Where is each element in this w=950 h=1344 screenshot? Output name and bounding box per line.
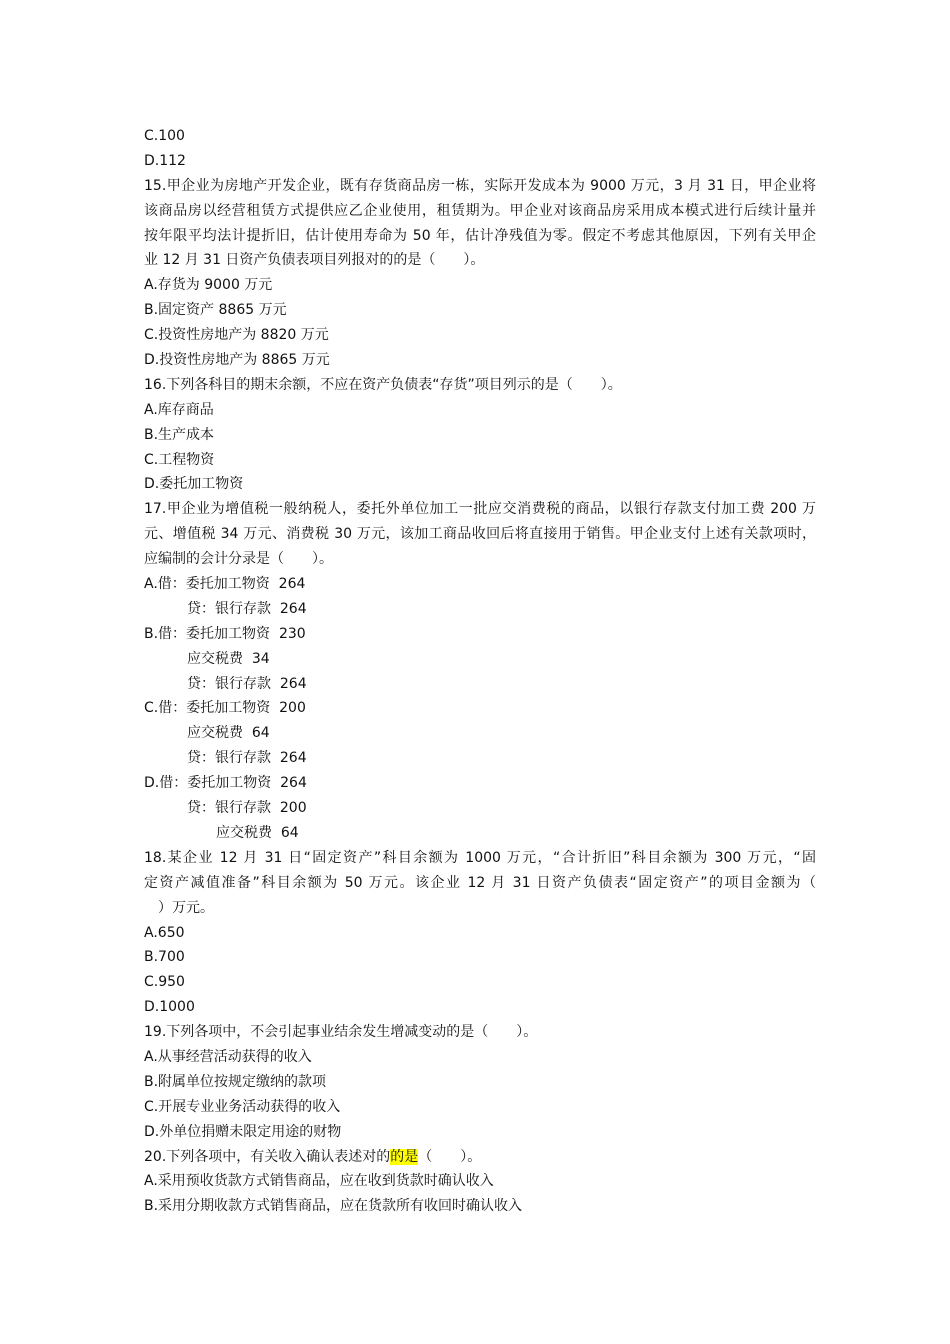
document-page — [144, 124, 816, 1219]
q17-option-c-credit: 贷：银行存款 264 — [187, 750, 307, 767]
q19-stem: 19.下列各项中，不会引起事业结余发生增减变动的是（ ）。 — [144, 1024, 538, 1041]
q20-stem-highlight: 的是 — [390, 1148, 419, 1165]
q15-option-d: D.投资性房地产为 8865 万元 — [144, 352, 330, 369]
q17-option-c-debit-2: 应交税费 64 — [187, 725, 270, 742]
q17-option-a-debit: A.借：委托加工物资 264 — [144, 576, 306, 593]
q19-option-b: B.附属单位按规定缴纳的款项 — [144, 1073, 327, 1090]
q17-option-d-credit-2: 应交税费 64 — [216, 824, 299, 841]
q17-option-d-credit: 贷：银行存款 200 — [187, 800, 307, 817]
q20-stem — [144, 1145, 816, 1170]
q15-option-a: A.存货为 9000 万元 — [144, 277, 273, 294]
q19-option-c: C.开展专业业务活动获得的收入 — [144, 1098, 341, 1115]
q18-stem-line-3: ）万元。 — [144, 899, 214, 916]
q14-option-c: C.100 — [144, 128, 185, 144]
q17-option-a-credit: 贷：银行存款 264 — [187, 600, 307, 617]
q16-option-b: B.生产成本 — [144, 426, 215, 443]
q17-option-d-debit: D.借：委托加工物资 264 — [144, 775, 307, 792]
q17-option-c-debit: C.借：委托加工物资 200 — [144, 700, 306, 717]
q18-option-d: D.1000 — [144, 999, 195, 1016]
q15-option-c: C.投资性房地产为 8820 万元 — [144, 327, 329, 344]
q18-option-c: C.950 — [144, 974, 185, 991]
q17-stem-line-3: 应编制的会计分录是（ ）。 — [144, 551, 333, 568]
q16-option-d: D.委托加工物资 — [144, 476, 244, 493]
q15-stem-line-2: 该商品房以经营租赁方式提供应乙企业使用，租赁期为。甲企业对该商品房采用成本模式进行后续计量并 — [144, 202, 816, 219]
q16-option-a: A.库存商品 — [144, 401, 214, 418]
q19-option-d: D.外单位捐赠未限定用途的财物 — [144, 1123, 342, 1140]
q17-option-b-debit-2: 应交税费 34 — [187, 650, 270, 667]
q17-stem-line-2: 元、增值税 34 万元、消费税 30 万元，该加工商品收回后将直接用于销售。甲企业支付上述有关款项时， — [144, 526, 816, 543]
q15-stem-line-4: 业 12 月 31 日资产负债表项目列报对的的是（ ）。 — [144, 252, 485, 269]
q20-stem-after: （ ）。 — [418, 1148, 482, 1165]
q20-stem-before: 20.下列各项中，有关收入确认表述对的 — [144, 1148, 391, 1165]
q18-stem-line-2: 定资产减值准备”科目余额为 50 万元。该企业 12 月 31 日资产负债表“固定资产”的项目金额为（ — [144, 874, 816, 891]
q18-option-b: B.700 — [144, 949, 185, 966]
q17-stem-line-1: 17.甲企业为增值税一般纳税人，委托外单位加工一批应交消费税的商品，以银行存款支付加工费 200 万 — [144, 501, 816, 518]
q14-option-d: D.112 — [144, 152, 186, 169]
q15-stem-line-3: 按年限平均法计提折旧，估计使用寿命为 50 年，估计净残值为零。假定不考虑其他原因，下列有关甲企 — [144, 227, 816, 244]
q19-option-a: A.从事经营活动获得的收入 — [144, 1048, 312, 1065]
q17-option-b-credit: 贷：银行存款 264 — [187, 675, 307, 692]
q15-stem-line-1: 15.甲企业为房地产开发企业，既有存货商品房一栋，实际开发成本为 9000 万元，3 月 31 日，甲企业将 — [144, 177, 816, 194]
q18-option-a: A.650 — [144, 924, 185, 941]
q16-stem: 16.下列各科目的期末余额，不应在资产负债表“存货”项目列示的是（ ）。 — [144, 376, 622, 393]
q18-stem-line-1: 18.某企业 12 月 31 日“固定资产”科目余额为 1000 万元，“合计折旧”科目余额为 300 万元，“固 — [144, 849, 816, 866]
q16-option-c: C.工程物资 — [144, 451, 215, 468]
q20-option-b: B.采用分期收款方式销售商品，应在货款所有收回时确认收入 — [144, 1198, 523, 1215]
q20-option-a: A.采用预收货款方式销售商品，应在收到货款时确认收入 — [144, 1173, 494, 1190]
q17-option-b-debit: B.借：委托加工物资 230 — [144, 625, 306, 642]
q15-option-b: B.固定资产 8865 万元 — [144, 302, 287, 319]
